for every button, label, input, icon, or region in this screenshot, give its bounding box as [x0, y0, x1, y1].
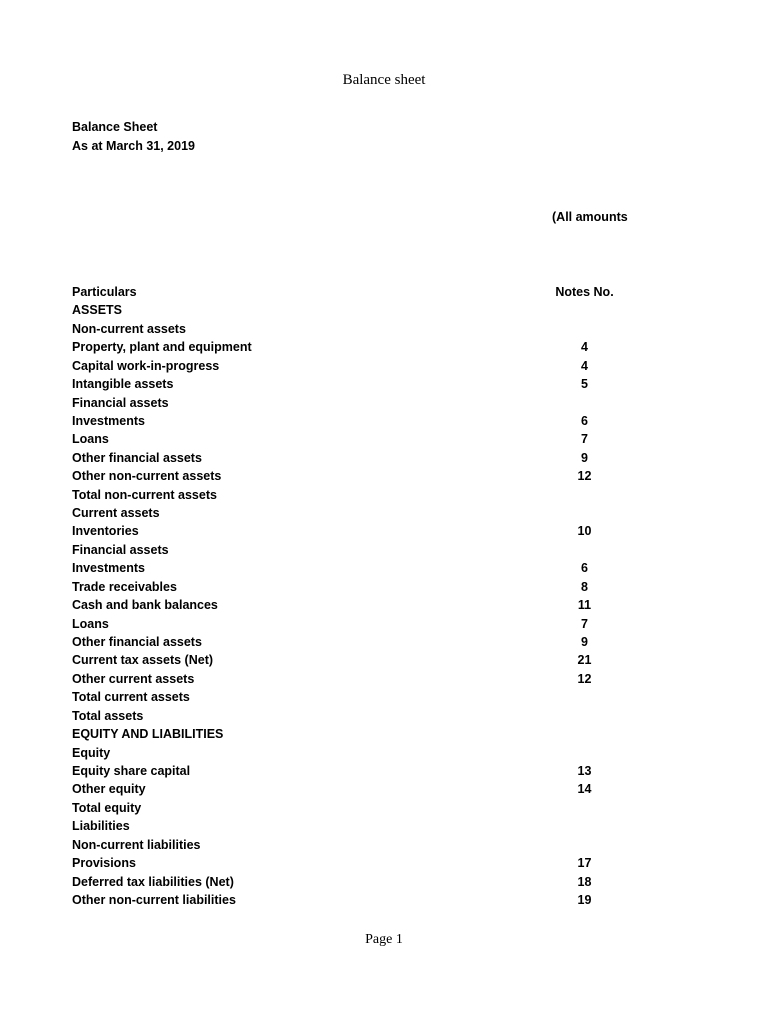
- table-row: [72, 651, 632, 669]
- table-row: [72, 522, 632, 540]
- row-note-number: 4: [581, 358, 588, 373]
- row-note-number: 21: [577, 653, 592, 668]
- table-row: [72, 873, 632, 891]
- table-row: [72, 836, 632, 854]
- sheet-date: As at March 31, 2019: [72, 138, 195, 153]
- row-note-number: 12: [577, 469, 592, 484]
- table-row: [72, 394, 632, 412]
- row-particular: Investments: [72, 561, 145, 576]
- heading-block: [72, 118, 195, 155]
- row-particular: Total assets: [72, 708, 144, 723]
- row-note-number: 6: [581, 413, 588, 428]
- row-particular: Intangible assets: [72, 377, 174, 392]
- row-note-number: 7: [581, 616, 588, 631]
- table-row: [72, 320, 632, 338]
- row-particular: Non-current liabilities: [72, 837, 201, 852]
- table-row: [72, 338, 632, 356]
- row-note-number: [542, 725, 627, 743]
- table-row: [72, 799, 632, 817]
- row-particular: Equity: [72, 745, 111, 760]
- particulars-header: Particulars: [72, 285, 137, 299]
- balance-sheet-table: [72, 283, 632, 909]
- row-particular: Other financial assets: [72, 450, 202, 465]
- document-title: Balance sheet: [342, 72, 426, 88]
- row-particular: Financial assets: [72, 542, 169, 557]
- row-note-number: 18: [577, 874, 592, 889]
- row-note-number: [542, 541, 627, 559]
- row-particular: Financial assets: [72, 395, 169, 410]
- row-particular: EQUITY AND LIABILITIES: [72, 727, 224, 742]
- row-note-number: [542, 799, 627, 817]
- amounts-note: (All amounts: [552, 210, 628, 224]
- table-row: [72, 744, 632, 762]
- row-note-number: 19: [577, 892, 592, 907]
- table-row: [72, 707, 632, 725]
- table-body: [72, 301, 632, 909]
- table-row: [72, 817, 632, 835]
- row-particular: Other financial assets: [72, 635, 202, 650]
- table-row: [72, 467, 632, 485]
- row-note-number: 12: [577, 671, 592, 686]
- table-row: [72, 596, 632, 614]
- row-particular: Total equity: [72, 800, 142, 815]
- row-note-number: 10: [577, 524, 592, 539]
- table-row: [72, 891, 632, 909]
- row-particular: ASSETS: [72, 303, 123, 318]
- row-note-number: 8: [581, 579, 588, 594]
- row-note-number: [542, 486, 627, 504]
- row-note-number: [542, 504, 627, 522]
- row-note-number: [542, 320, 627, 338]
- table-row: [72, 301, 632, 319]
- row-particular: Capital work-in-progress: [72, 358, 220, 373]
- table-row: [72, 449, 632, 467]
- table-row: [72, 762, 632, 780]
- row-note-number: 14: [577, 782, 592, 797]
- row-particular: Inventories: [72, 524, 139, 539]
- row-note-number: [542, 394, 627, 412]
- table-row: [72, 412, 632, 430]
- row-particular: Other current assets: [72, 671, 195, 686]
- row-particular: Other equity: [72, 782, 146, 797]
- table-header-row: [72, 283, 632, 301]
- row-particular: Total non-current assets: [72, 487, 217, 502]
- row-particular: Investments: [72, 413, 145, 428]
- row-particular: Deferred tax liabilities (Net): [72, 874, 234, 889]
- row-particular: Non-current assets: [72, 321, 186, 336]
- row-note-number: [542, 744, 627, 762]
- row-note-number: [542, 707, 627, 725]
- sheet-heading: Balance Sheet: [72, 120, 158, 134]
- table-row: [72, 357, 632, 375]
- row-note-number: 9: [581, 450, 588, 465]
- table-row: [72, 541, 632, 559]
- row-particular: Loans: [72, 616, 109, 631]
- row-note-number: [542, 688, 627, 706]
- row-particular: Current assets: [72, 506, 160, 521]
- row-note-number: 11: [577, 598, 592, 613]
- row-note-number: 6: [581, 561, 588, 576]
- row-particular: Current tax assets (Net): [72, 653, 214, 668]
- row-note-number: 17: [577, 856, 592, 871]
- row-note-number: 4: [581, 340, 588, 355]
- row-note-number: 9: [581, 635, 588, 650]
- row-particular: Provisions: [72, 856, 136, 871]
- page-footer: Page 1: [365, 932, 403, 947]
- table-row: [72, 430, 632, 448]
- table-row: [72, 688, 632, 706]
- table-row: [72, 670, 632, 688]
- row-particular: Equity share capital: [72, 763, 191, 778]
- table-row: [72, 615, 632, 633]
- row-note-number: [542, 301, 627, 319]
- row-note-number: 7: [581, 432, 588, 447]
- notes-header: Notes No.: [555, 285, 614, 299]
- row-note-number: [542, 836, 627, 854]
- row-note-number: 5: [581, 377, 588, 392]
- table-row: [72, 375, 632, 393]
- row-particular: Total current assets: [72, 690, 190, 705]
- table-row: [72, 633, 632, 651]
- table-row: [72, 780, 632, 798]
- row-particular: Loans: [72, 432, 109, 447]
- table-row: [72, 504, 632, 522]
- table-row: [72, 486, 632, 504]
- row-note-number: 13: [577, 763, 592, 778]
- row-particular: Trade receivables: [72, 579, 177, 594]
- row-particular: Other non-current liabilities: [72, 892, 236, 907]
- row-particular: Other non-current assets: [72, 469, 222, 484]
- table-row: [72, 725, 632, 743]
- table-row: [72, 854, 632, 872]
- row-particular: Property, plant and equipment: [72, 340, 252, 355]
- row-particular: Cash and bank balances: [72, 598, 218, 613]
- table-row: [72, 559, 632, 577]
- row-note-number: [542, 817, 627, 835]
- table-row: [72, 578, 632, 596]
- row-particular: Liabilities: [72, 819, 130, 834]
